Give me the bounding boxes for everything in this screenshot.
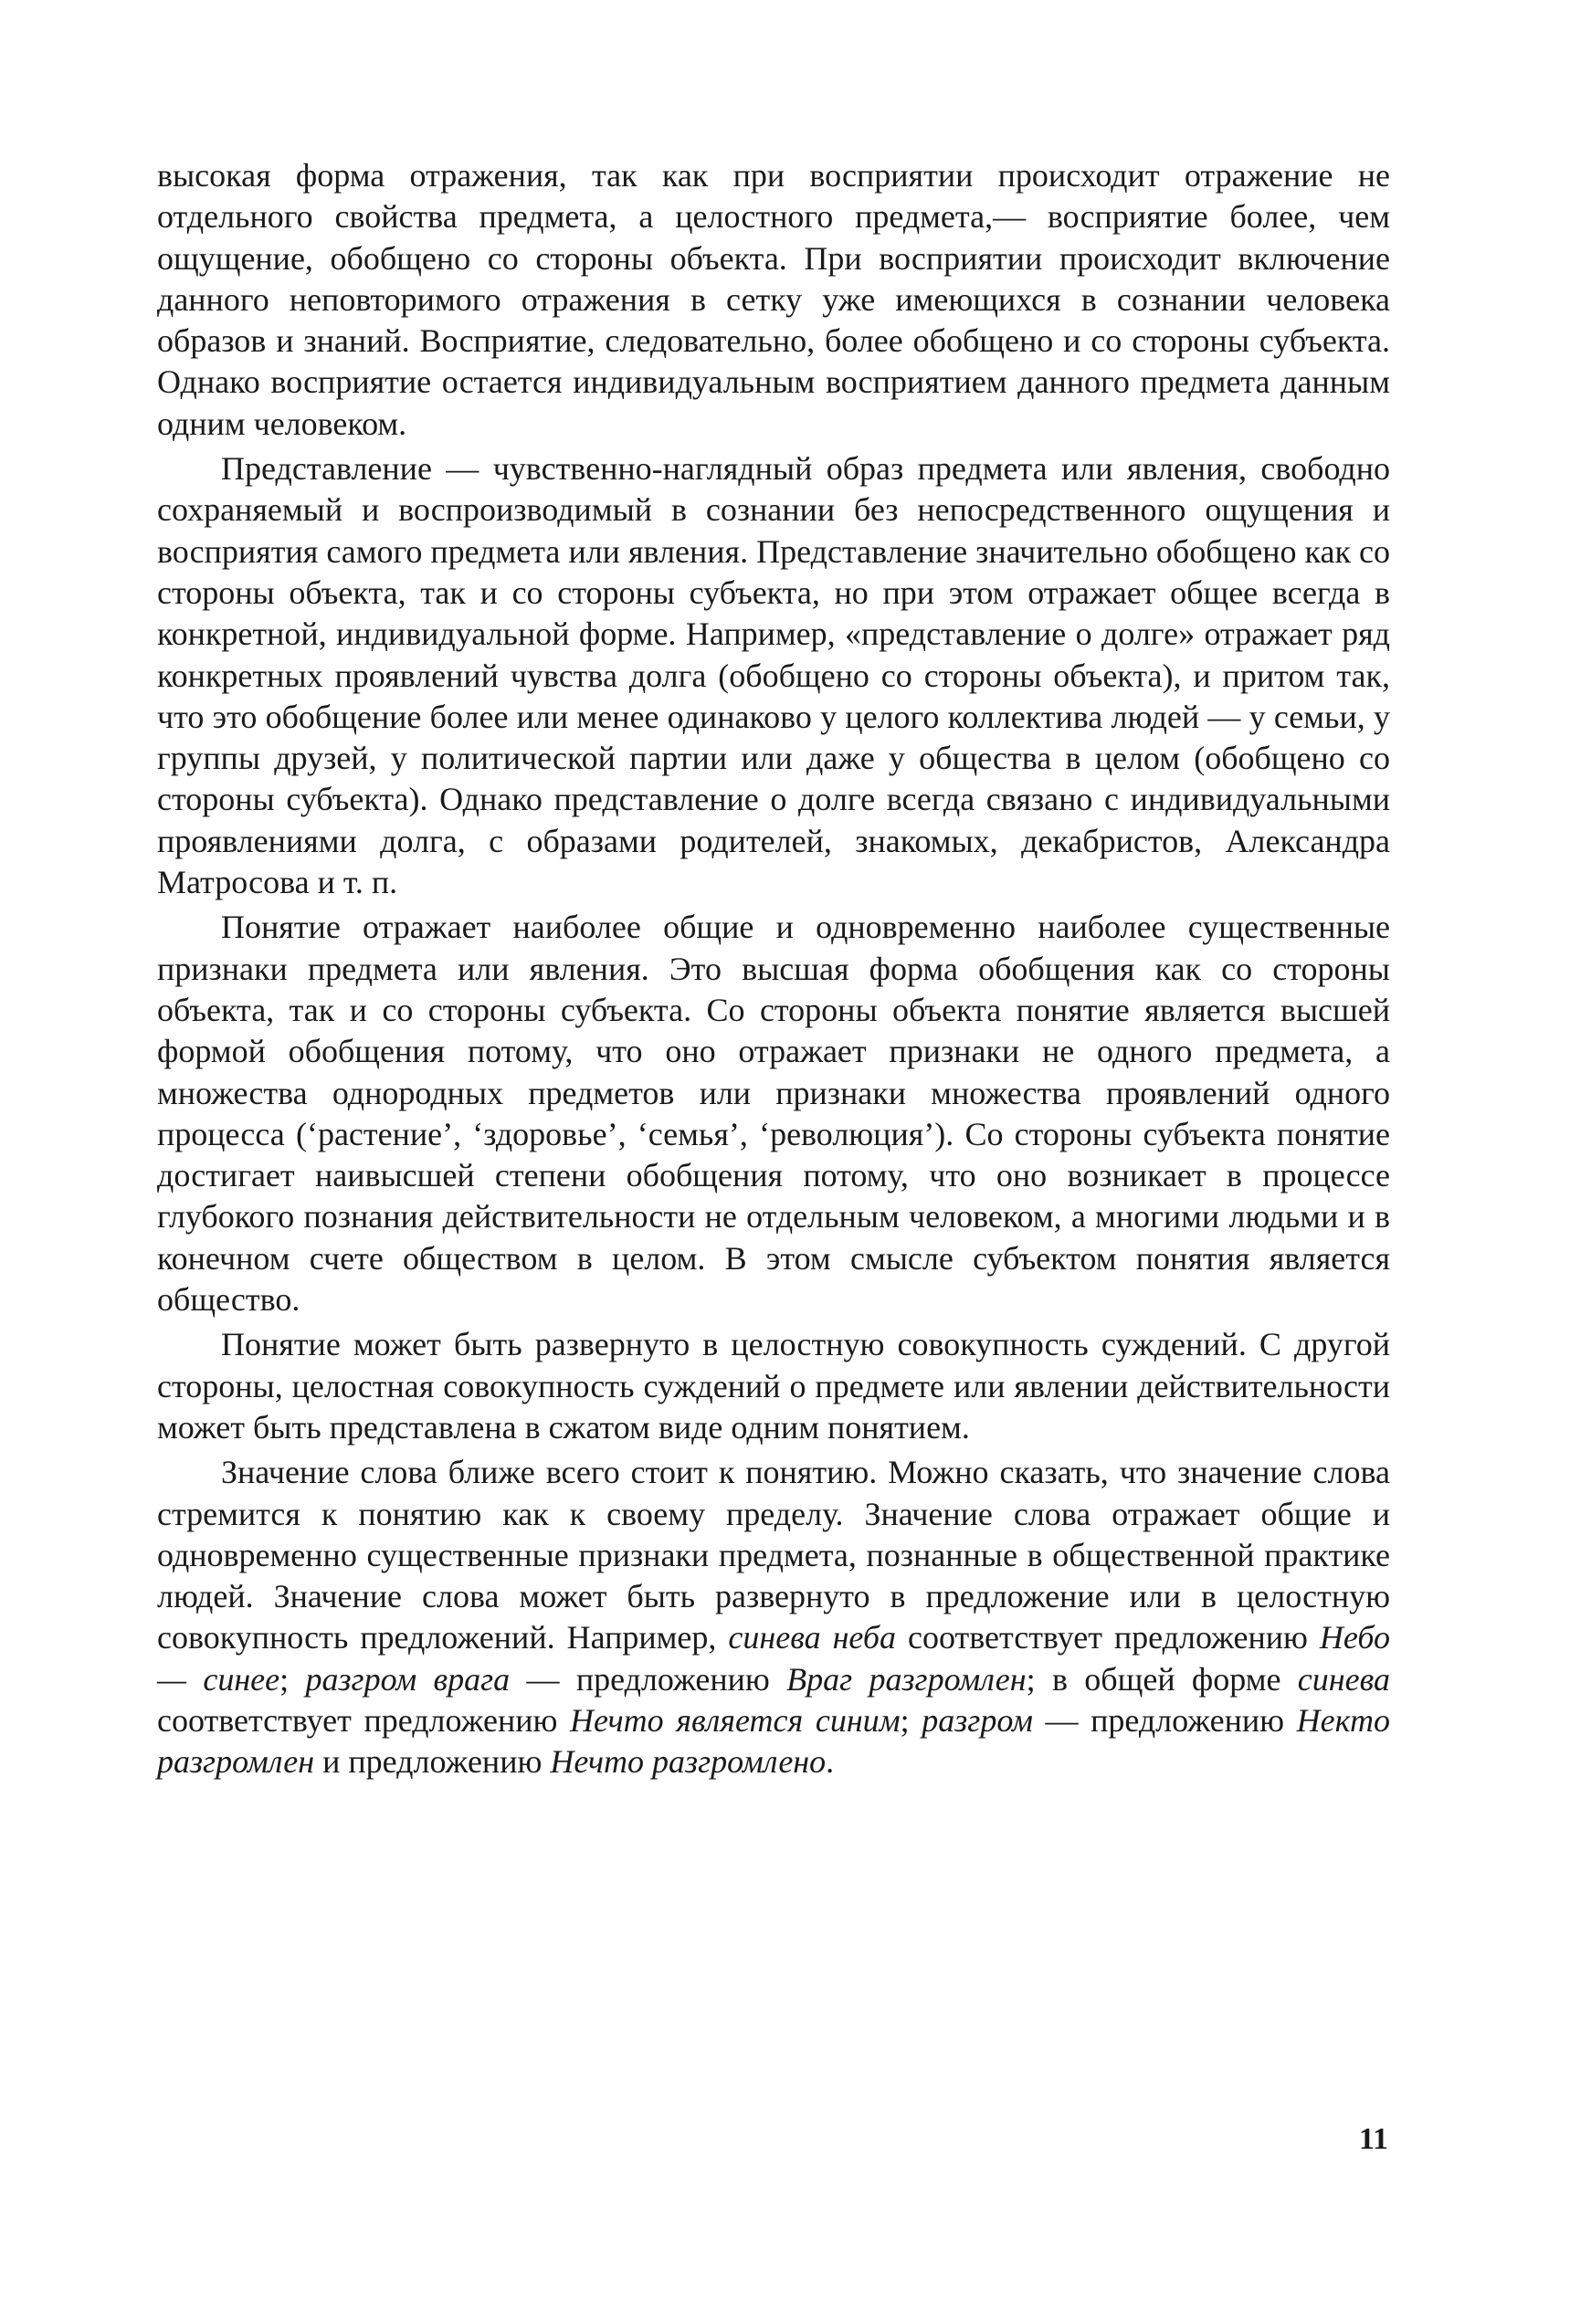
italic-example: Некто разгромлен (157, 1701, 1390, 1781)
italic-example: Враг разгромлен (786, 1660, 1027, 1698)
text-run: — предложению (510, 1660, 787, 1698)
paragraph: высокая форма отражения, так как при восприятии происходит отражение не отдельного свойства предмета, а целостного предмета,— восприятие более, чем ощущение, обобщено со стороны объекта. При восприятии происходит включение данного неповторимого отражения в сетку уже имеющихся в сознании человека образов и знаний. Восприятие, следовательно, более обобщено и со стороны субъекта. Однако восприятие остается индивидуальным восприятием данного предмета данным одним человеком. (157, 157, 1390, 442)
text-run: . (826, 1743, 835, 1781)
text-run: ; (900, 1701, 922, 1739)
italic-example: синева (1297, 1660, 1390, 1698)
text-run: Значение слова ближе всего стоит к понятию. Можно сказать, что значение слова стремится к понятию как к своему пределу. Значение слова отражает общие и одновременно существенные признаки предмета, познанные в общественной практике людей. Значение слова может быть развернуто в предложение или в целостную совокупность предложений. Например, (157, 1454, 1390, 1656)
body-text (157, 155, 1390, 1787)
italic-example: Нечто является синим (570, 1701, 901, 1739)
italic-example: Небо — синее (157, 1619, 1391, 1698)
text-run: ; в общей форме (1026, 1660, 1298, 1698)
paragraph: Понятие может быть развернуто в целостную совокупность суждений. С другой стороны, целостная совокупность суждений о предмете или явлении действительности может быть представлена в сжатом виде одним понятием. (157, 1326, 1390, 1446)
italic-example: синева неба (728, 1619, 897, 1656)
page-number: 11 (1358, 2122, 1388, 2156)
italic-example: разгром врага (305, 1660, 511, 1698)
italic-example: разгром (922, 1701, 1033, 1739)
text-run: ; (279, 1660, 306, 1698)
text-run: — предложению (1032, 1701, 1297, 1739)
paragraph: Представление — чувственно-наглядный образ предмета или явления, свободно сохраняемый и воспроизводимый в сознании без непосредственного ощущения и восприятия самого предмета или явления. Представление значительно обобщено как со стороны объекта, так и со стороны субъекта, но при этом отражает общее всегда в конкретной, индивидуальной форме. Например, «представление о долге» отражает ряд конкретных проявлений чувства долга (обобщено со стороны объекта), и притом так, что это обобщение более или менее одинаково у целого коллектива людей — у семьи, у группы друзей, у политической партии или даже у общества в целом (обобщено со стороны субъекта). Однако представление о долге всегда связано с индивидуальными проявлениями долга, с образами родителей, знакомых, декабристов, Александра Матросова и т. п. (157, 450, 1390, 901)
italic-example: Нечто разгромлено (550, 1743, 827, 1781)
paragraph (157, 1452, 1390, 1782)
text-run: соответствует предложению (896, 1619, 1320, 1656)
paragraph: Понятие отражает наиболее общие и одновременно наиболее существенные признаки предмета или явления. Это высшая форма обобщения как со стороны объекта, так и со стороны субъекта. Со стороны объекта понятие является высшей формой обобщения потому, что оно отражает признаки не одного предмета, а множества однородных предметов или признаки множества проявлений одного процесса (‘растение’, ‘здоровье’, ‘семья’, ‘революция’). Со стороны субъекта понятие достигает наивысшей степени обобщения потому, что оно возникает в процессе глубокого познания действительности не отдельным человеком, а многими людьми и в конечном счете обществом в целом. В этом смысле субъектом понятия является общество. (157, 909, 1390, 1319)
text-run: соответствует предложению (157, 1701, 570, 1739)
text-run: и предложению (314, 1743, 551, 1781)
